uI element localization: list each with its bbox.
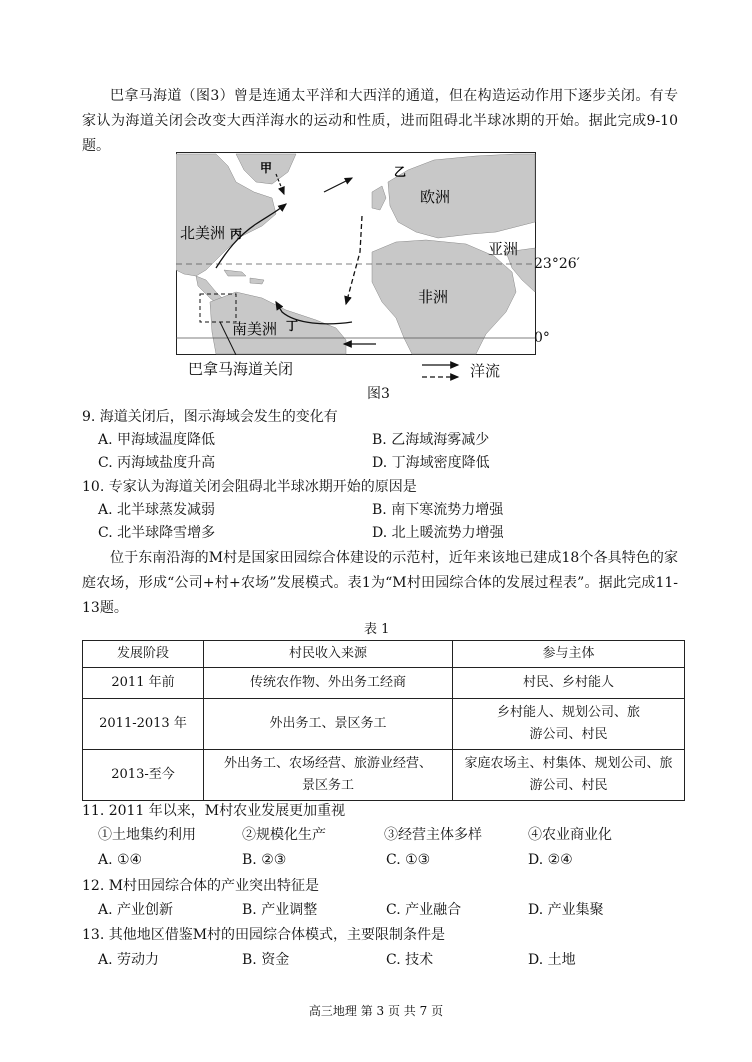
figure-caption: 图3 bbox=[367, 386, 390, 402]
table-title: 表 1 bbox=[364, 622, 390, 637]
intro-paragraph-1: 巴拿马海道（图3）曾是连通太平洋和大西洋的通道，但在构造运动作用下逐步关闭。有专家认为海道关闭会改变大西洋海水的运动和性质，进而阻碍北半球冰期的开始。据此完成9-10题。 bbox=[82, 88, 678, 154]
q10-option-c[interactable]: C. 北半球降雪增多 bbox=[98, 525, 216, 541]
q11-item-1: ①土地集约利用 bbox=[98, 827, 196, 843]
legend-arrows bbox=[420, 360, 468, 384]
q13-option-c[interactable]: C. 技术 bbox=[386, 952, 434, 968]
table-row bbox=[83, 699, 685, 750]
table-header: 村民收入来源 bbox=[204, 641, 453, 668]
label-south-america: 南美洲 bbox=[232, 320, 278, 338]
table-cell: 传统农作物、外出务工经商 bbox=[204, 668, 453, 699]
q10-option-a[interactable]: A. 北半球蒸发减弱 bbox=[98, 502, 216, 518]
table-cell: 家庭农场主、村集体、规划公司、旅游公司、村民 bbox=[453, 750, 685, 801]
label-jia: 甲 bbox=[260, 161, 273, 175]
table-header: 发展阶段 bbox=[83, 641, 204, 668]
q11-item-2: ②规模化生产 bbox=[242, 827, 326, 843]
table-cell: 外出务工、景区务工 bbox=[204, 699, 453, 750]
label-tropic: 23°26′ bbox=[534, 256, 580, 272]
table-cell: 2011 年前 bbox=[83, 668, 204, 699]
q11-stem: 11. 2011 年以来，M村农业发展更加重视 bbox=[82, 803, 346, 819]
label-ding: 丁 bbox=[286, 319, 299, 333]
label-asia: 亚洲 bbox=[488, 240, 519, 258]
table-header: 参与主体 bbox=[453, 641, 685, 668]
table-cell: 外出务工、农场经营、旅游业经营、景区务工 bbox=[204, 750, 453, 801]
q11-option-b[interactable]: B. ②③ bbox=[242, 852, 287, 868]
table-cell: 2011-2013 年 bbox=[83, 699, 204, 750]
q9-option-b[interactable]: B. 乙海域海雾减少 bbox=[372, 432, 490, 448]
q10-option-b[interactable]: B. 南下寒流势力增强 bbox=[372, 502, 504, 518]
table-row bbox=[83, 668, 685, 699]
q11-option-a[interactable]: A. ①④ bbox=[98, 852, 143, 868]
page-footer: 高三地理 第 3 页 共 7 页 bbox=[308, 1004, 444, 1018]
label-north-america: 北美洲 bbox=[180, 224, 226, 242]
q9-option-a[interactable]: A. 甲海域温度降低 bbox=[98, 432, 216, 448]
label-bing: 丙 bbox=[230, 227, 243, 241]
q13-option-b[interactable]: B. 资金 bbox=[242, 952, 290, 968]
development-table bbox=[82, 640, 685, 801]
intro-paragraph-2: 位于东南沿海的M村是国家田园综合体建设的示范村，近年来该地已建成18个各具特色的家庭农场，形成“公司+村+农场”发展模式。表1为“M村田园综合体的发展过程表”。据此完成11-13题。 bbox=[82, 550, 678, 616]
q9-stem: 9. 海道关闭后，图示海域会发生的变化有 bbox=[82, 409, 338, 425]
q12-stem: 12. M村田园综合体的产业突出特征是 bbox=[82, 878, 320, 894]
panama-closure-label: 巴拿马海道关闭 bbox=[188, 360, 294, 378]
figure-3-map bbox=[176, 152, 536, 355]
q12-option-d[interactable]: D. 产业集聚 bbox=[528, 902, 604, 918]
q9-option-c[interactable]: C. 丙海域盐度升高 bbox=[98, 455, 216, 471]
q13-option-d[interactable]: D. 土地 bbox=[528, 952, 576, 968]
q10-stem: 10. 专家认为海道关闭会阻碍北半球冰期开始的原因是 bbox=[82, 479, 417, 495]
legend-label: 洋流 bbox=[470, 362, 501, 380]
label-europe: 欧洲 bbox=[420, 188, 451, 206]
q12-option-c[interactable]: C. 产业融合 bbox=[386, 902, 462, 918]
table-cell: 村民、乡村能人 bbox=[453, 668, 685, 699]
q13-stem: 13. 其他地区借鉴M村的田园综合体模式，主要限制条件是 bbox=[82, 927, 446, 943]
label-yi: 乙 bbox=[394, 165, 407, 179]
q11-item-4: ④农业商业化 bbox=[528, 827, 612, 843]
table-cell: 乡村能人、规划公司、旅游公司、村民 bbox=[453, 699, 685, 750]
label-africa: 非洲 bbox=[418, 288, 449, 306]
q10-option-d[interactable]: D. 北上暖流势力增强 bbox=[372, 525, 504, 541]
q11-option-c[interactable]: C. ①③ bbox=[386, 852, 431, 868]
q13-option-a[interactable]: A. 劳动力 bbox=[98, 952, 160, 968]
label-equator: 0° bbox=[534, 330, 550, 346]
q12-option-a[interactable]: A. 产业创新 bbox=[98, 902, 174, 918]
q12-option-b[interactable]: B. 产业调整 bbox=[242, 902, 318, 918]
table-row bbox=[83, 750, 685, 801]
q11-option-d[interactable]: D. ②④ bbox=[528, 852, 573, 868]
table-cell: 2013-至今 bbox=[83, 750, 204, 801]
table-header-row bbox=[83, 641, 685, 668]
q11-item-3: ③经营主体多样 bbox=[384, 827, 482, 843]
q9-option-d[interactable]: D. 丁海域密度降低 bbox=[372, 455, 490, 471]
